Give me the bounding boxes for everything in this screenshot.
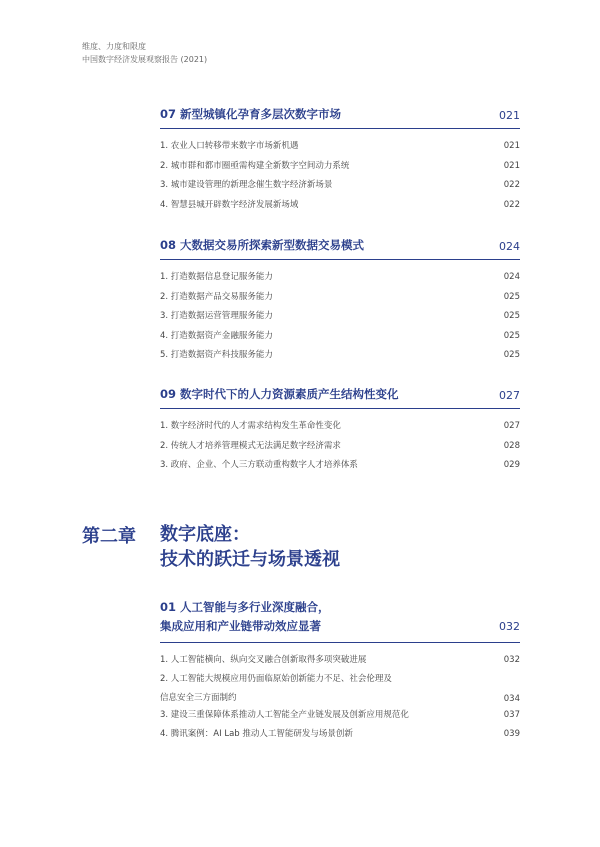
entry-page: 024 xyxy=(503,272,520,282)
toc-entry[interactable] xyxy=(160,459,520,479)
section-title-line-1: 01 人工智能与多行业深度融合， xyxy=(160,600,330,614)
entry-label: 4. 打造数据资产金融服务能力 xyxy=(160,330,273,341)
toc-entry[interactable] xyxy=(160,709,520,729)
section-title: 09 数字时代下的人力资源素质产生结构性变化 xyxy=(160,387,399,401)
section-title: 07 新型城镇化孕育多层次数字市场 xyxy=(160,107,342,121)
entry-page: 025 xyxy=(503,291,520,302)
toc-entry[interactable] xyxy=(160,728,520,748)
section-heading[interactable] xyxy=(160,598,520,643)
toc-section-08 xyxy=(160,237,520,369)
section-title xyxy=(160,598,330,636)
running-header xyxy=(82,40,207,66)
section-heading[interactable] xyxy=(160,106,520,129)
toc-section-01 xyxy=(160,598,520,748)
entry-page: 022 xyxy=(503,180,520,190)
entry-page: 025 xyxy=(503,330,520,341)
entry-label: 4. 智慧县城开辟数字经济发展新场域 xyxy=(160,199,299,210)
toc-entry[interactable] xyxy=(160,440,520,460)
section-heading[interactable] xyxy=(160,386,520,409)
section-page-number: 027 xyxy=(499,389,520,402)
entry-page: 032 xyxy=(503,655,520,665)
toc-entry[interactable] xyxy=(160,140,520,160)
entry-page: 027 xyxy=(503,421,520,431)
entry-label: 2. 人工智能大规模应用仍面临原始创新能力不足、社会伦理及 信息安全三方面制约 xyxy=(160,673,392,703)
entry-page: 039 xyxy=(503,729,520,739)
section-heading[interactable] xyxy=(160,237,520,260)
entry-label: 1. 人工智能横向、纵向交叉融合创新取得多项突破进展 xyxy=(160,655,367,665)
entry-label: 4. 腾讯案例：AI Lab 推动人工智能研发与场景创新 xyxy=(160,729,353,739)
toc-entry[interactable] xyxy=(160,420,520,440)
toc-entry[interactable] xyxy=(160,330,520,350)
entry-label: 1. 农业人口转移带来数字市场新机遇 xyxy=(160,141,299,151)
toc-entry[interactable] xyxy=(160,291,520,311)
toc-section-07 xyxy=(160,106,520,218)
section-title-line-2: 集成应用和产业链带动效应显著 xyxy=(160,619,321,633)
section-page-number: 032 xyxy=(499,620,520,633)
entry-page: 022 xyxy=(503,199,520,210)
header-line-2: 中国数字经济发展观察报告 (2021) xyxy=(82,55,208,64)
chapter-title xyxy=(160,522,340,572)
entry-page: 028 xyxy=(503,440,520,451)
toc-entry[interactable] xyxy=(160,670,520,709)
toc-entry[interactable] xyxy=(160,310,520,330)
entry-page: 029 xyxy=(503,460,520,470)
entry-page: 037 xyxy=(503,709,520,720)
toc-entry[interactable] xyxy=(160,271,520,291)
toc-entry[interactable] xyxy=(160,179,520,199)
section-page-number: 021 xyxy=(499,109,520,122)
toc-entry[interactable] xyxy=(160,349,520,369)
entry-label: 1. 打造数据信息登记服务能力 xyxy=(160,272,273,282)
chapter-title-line-2: 技术的跃迁与场景透视 xyxy=(160,549,340,570)
entry-label: 2. 传统人才培养管理模式无法满足数字经济需求 xyxy=(160,440,341,451)
entry-page: 021 xyxy=(503,160,520,171)
toc-section-09 xyxy=(160,386,520,479)
toc-entry[interactable] xyxy=(160,160,520,180)
entry-page: 034 xyxy=(503,693,520,704)
section-page-number: 024 xyxy=(499,240,520,253)
entry-label: 3. 城市建设管理的新理念催生数字经济新场景 xyxy=(160,180,333,190)
entry-label: 2. 打造数据产品交易服务能力 xyxy=(160,291,273,302)
entry-label: 1. 数字经济时代的人才需求结构发生革命性变化 xyxy=(160,421,341,431)
entry-label: 3. 政府、企业、个人三方联动重构数字人才培养体系 xyxy=(160,460,358,470)
section-title: 08 大数据交易所探索新型数据交易模式 xyxy=(160,238,365,252)
entry-page: 021 xyxy=(503,141,520,151)
header-line-1: 维度、力度和限度 xyxy=(82,42,146,51)
entry-label: 5. 打造数据资产科技服务能力 xyxy=(160,350,273,360)
toc-entry[interactable] xyxy=(160,199,520,219)
entry-label: 3. 建设三重保障体系推动人工智能全产业链发展及创新应用规范化 xyxy=(160,709,409,720)
entry-label: 3. 打造数据运营管理服务能力 xyxy=(160,311,273,321)
chapter-number: 第二章 xyxy=(82,526,136,547)
chapter-title-line-1: 数字底座： xyxy=(160,524,250,545)
entry-page: 025 xyxy=(503,311,520,321)
entry-page: 025 xyxy=(503,350,520,360)
entry-label: 2. 城市群和都市圈亟需构建全新数字空间动力系统 xyxy=(160,160,350,171)
